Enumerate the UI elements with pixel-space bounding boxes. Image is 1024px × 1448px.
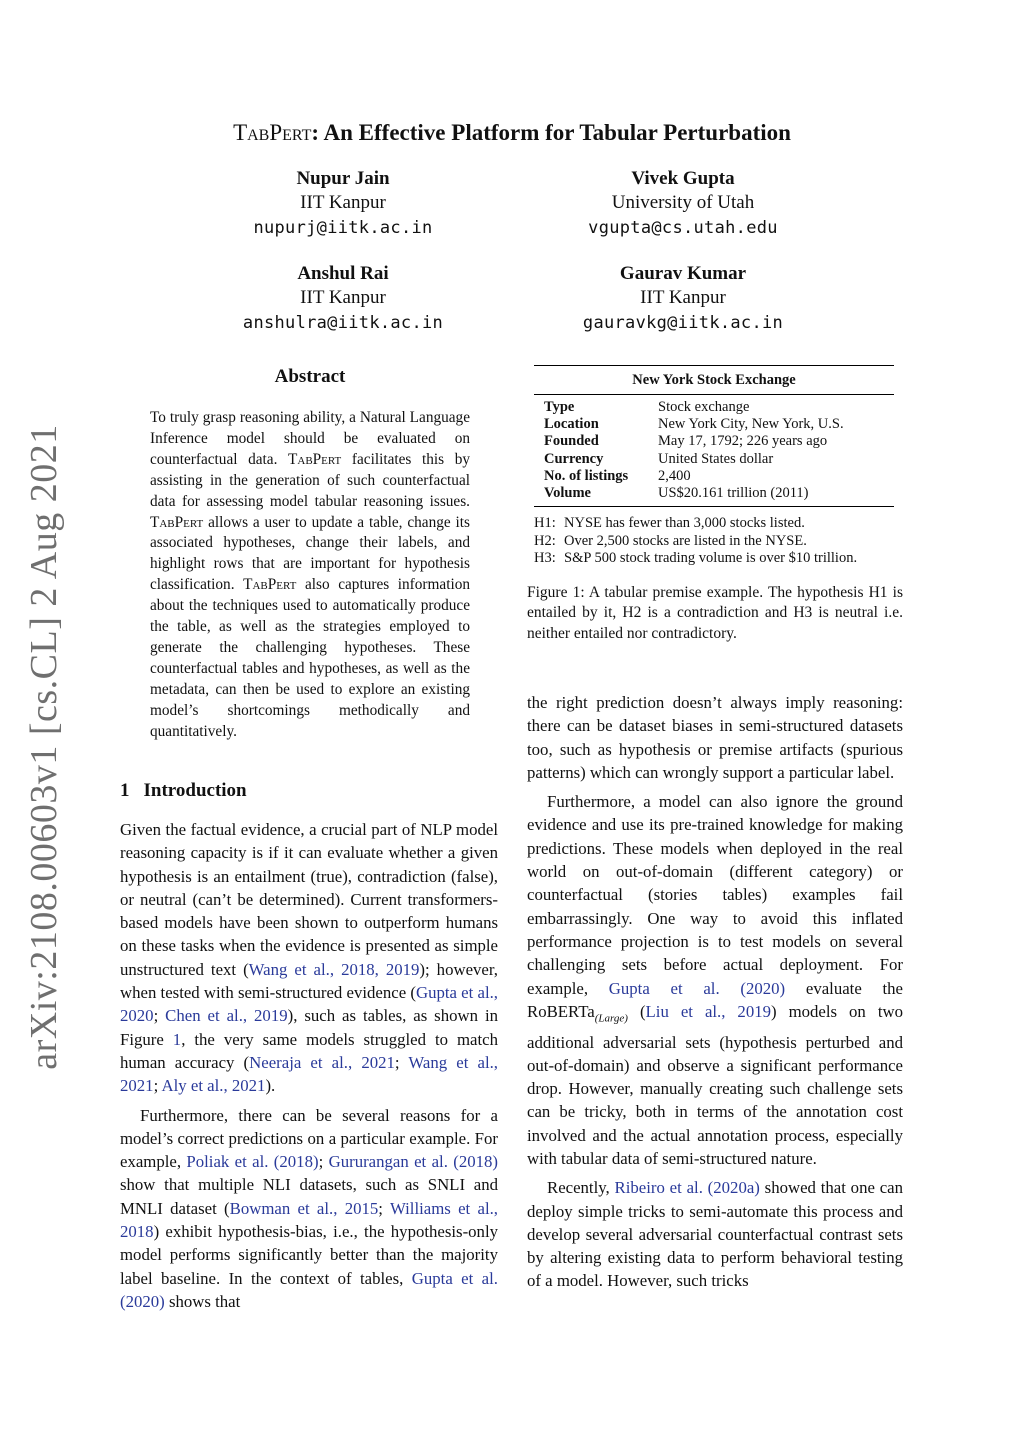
paper-title — [0, 120, 1024, 146]
author-email: gauravkg@iitk.ac.in — [582, 313, 784, 333]
paragraph-text: ) exhibit hypothesis-bias, i.e., the hypothesis-only model performs significantly better than the majority label baseline. In the context of tables, — [120, 1222, 498, 1288]
model-size-subscript: (Large) — [594, 1012, 628, 1025]
table-row — [534, 451, 894, 468]
paragraph-text: , the very same models struggled to match human accuracy ( — [120, 1029, 498, 1072]
hypothesis-text: Over 2,500 stocks are listed in the NYSE. — [564, 532, 807, 549]
hypothesis-text: S&P 500 stock trading volume is over $10 trillion. — [564, 550, 858, 566]
table-row — [534, 416, 894, 433]
paragraph-text: ); however, when tested with semi-structured evidence ( — [120, 959, 498, 1003]
table-key: Currency — [544, 450, 604, 467]
table-row — [534, 468, 894, 485]
intro-paragraph-1 — [120, 818, 498, 1098]
citation-link[interactable]: Gupta et al. (2020) — [120, 1268, 498, 1311]
citation-link[interactable]: Gupta et al. (2020) — [608, 978, 786, 998]
right-paragraph-1: the right prediction doesn’t always imply reasoning: there can be dataset biases in semi-structured datasets too, such as hypothesis or premise artifacts (spurious patterns) which can wrongly support a particular label. — [527, 693, 903, 782]
abstract-text: facilitates this by assisting in the generation of such counterfactual data for assessing model tabular reasoning issues. — [150, 450, 470, 510]
intro-paragraph-2 — [120, 1104, 498, 1314]
citation-link[interactable]: Liu et al., 2019 — [645, 1001, 771, 1021]
figure-caption: Figure 1: A tabular premise example. The hypothesis H1 is entailed by it, H2 is a contradiction and H3 is neutral i.e. neither entailed nor contradictory. — [527, 584, 903, 642]
table-value: 2,400 — [658, 467, 691, 484]
citation-link[interactable]: Ribeiro et al. (2020a) — [614, 1178, 760, 1198]
citation-link[interactable]: Wang et al., 2021 — [120, 1052, 498, 1096]
introduction-heading — [120, 780, 247, 802]
paragraph-text: ; — [153, 1006, 166, 1026]
table-value: New York City, New York, U.S. — [658, 416, 844, 433]
paragraph-text: ), such as tables, as shown in Figure — [120, 1006, 498, 1049]
table-title: New York Stock Exchange — [632, 372, 796, 388]
right-column-body — [527, 691, 903, 1293]
table-value: US$20.161 trillion (2011) — [658, 485, 809, 502]
section-title: Introduction — [143, 780, 247, 801]
citation-link[interactable]: Wang et al., 2018, 2019 — [248, 959, 420, 979]
table-key: Founded — [544, 433, 599, 450]
author-block-1 — [178, 166, 508, 241]
citation-link[interactable]: Neeraja et al., 2021 — [249, 1052, 395, 1072]
abstract-heading: Abstract — [274, 366, 346, 387]
author-block-3 — [178, 261, 508, 336]
paragraph-text: Furthermore, there can be several reasons for a model’s correct predictions on a particular example. For example, — [120, 1105, 498, 1172]
author-affiliation: IIT Kanpur — [300, 192, 386, 213]
hypothesis-text: NYSE has fewer than 3,000 stocks listed. — [564, 515, 805, 531]
abstract-system-name: TabPert — [150, 513, 204, 531]
citation-link[interactable]: Gururangan et al. (2018) — [328, 1152, 498, 1172]
hypothesis-label: H2: — [534, 532, 556, 549]
author-name: Vivek Gupta — [631, 168, 735, 189]
hypothesis-list — [534, 515, 904, 568]
table-key: Type — [544, 399, 575, 415]
author-affiliation: University of Utah — [611, 192, 755, 213]
hypothesis-label: H3: — [534, 550, 556, 566]
citation-link[interactable]: Gupta et al., 2020 — [120, 983, 499, 1026]
table-value: Stock exchange — [658, 399, 750, 415]
title-rest: : An Effective Platform for Tabular Perturbation — [311, 120, 791, 145]
premise-table — [534, 365, 894, 507]
paragraph-text: ). — [265, 1076, 276, 1096]
paragraph-text: ; — [153, 1076, 162, 1096]
author-block-2 — [518, 166, 848, 241]
abstract-text: allows a user to update a table, change its associated hypotheses, change their labels, and highlight rows that are important for hypothesis classification. — [150, 513, 470, 594]
table-key: Location — [544, 416, 599, 433]
author-affiliation: IIT Kanpur — [300, 287, 386, 308]
paragraph-text: evaluate the RoBERTa — [527, 978, 903, 1021]
arxiv-sidebar-stamp: arXiv:2108.00603v1 [cs.CL] 2 Aug 2021 — [23, 424, 65, 1070]
author-affiliation: IIT Kanpur — [640, 287, 726, 308]
citation-link[interactable]: Poliak et al. (2018) — [186, 1152, 319, 1172]
abstract-system-name: TabPert — [288, 450, 342, 468]
table-bottom-rule — [534, 506, 894, 507]
table-row — [534, 485, 894, 502]
paragraph-text: Recently, — [547, 1178, 615, 1198]
left-column-body — [120, 818, 498, 1313]
paragraph-text: show that multiple NLI datasets, such as SNLI and MNLI dataset ( — [120, 1175, 498, 1218]
hypothesis-label: H1: — [534, 515, 556, 531]
abstract-text: also captures information about the techniques used to automatically produce the table, as well as the strategies employed to generate the challenging hypotheses. These counterfactual tables and hypotheses, as well as the metadata, can then be used to explore an existing model’s shortcomings methodically and quantitatively. — [150, 576, 471, 740]
paragraph-text: Furthermore, a model can also ignore the ground evidence and use its pre-trained knowledge for making predictions. These models when deployed in the real world on out-of-domain (different category) or counterfactual (stories tables) examples fail embarrassingly. One way to avoid this inflated performance projection is to test models on several challenging sets before actual deployment. For example, — [527, 792, 903, 998]
table-mid-rule — [534, 394, 894, 395]
abstract-text: To truly grasp reasoning ability, a Natural Language Inference model should be evaluated on counterfactual data. — [150, 409, 470, 468]
section-number: 1 — [120, 780, 130, 801]
author-name: Nupur Jain — [296, 168, 390, 189]
table-key: No. of listings — [544, 467, 629, 484]
paragraph-text: ) models on two additional adversarial sets (hypothesis perturbed and out-of-domain) and observe a significant performance drop. However, manually creating such challenge sets can be tricky, both in terms of the annotation cost involved and the actual annotation process, especially with tabular data of semi-structured nature. — [527, 1001, 903, 1168]
paragraph-text: showed that one can deploy simple tricks to semi-automate this process and develop several adversarial counterfactual contrast sets by altering existing data to perform behavioral testing of a model. However, such tricks — [527, 1178, 903, 1291]
paragraph-text: ( — [627, 1001, 646, 1021]
paragraph-text: ; — [394, 1052, 409, 1072]
table-key: Volume — [544, 485, 591, 502]
paragraph-text: shows that — [164, 1291, 241, 1311]
paragraph-text: Given the factual evidence, a crucial part of NLP model reasoning capacity is if it can evaluate whether a given hypothesis is an entailment (true), contradiction (false), or neutral (can’t be determined). Current transformers-based models have been shown to outperform humans on these tasks when the evidence is presented as simple unstructured text ( — [120, 820, 498, 979]
author-block-4 — [518, 261, 848, 336]
author-email: anshulra@iitk.ac.in — [242, 313, 444, 333]
table-row — [534, 399, 894, 416]
right-paragraph-2 — [527, 790, 903, 1170]
citation-link[interactable]: Williams et al., 2018 — [120, 1198, 498, 1242]
author-email: vgupta@cs.utah.edu — [588, 218, 778, 238]
citation-link[interactable]: Aly et al., 2021 — [161, 1076, 266, 1096]
table-value: May 17, 1792; 226 years ago — [658, 433, 828, 450]
author-email: nupurj@iitk.ac.in — [253, 218, 433, 238]
paragraph-text: ; — [378, 1198, 390, 1218]
abstract-body — [150, 408, 470, 743]
abstract-system-name: TabPert — [243, 576, 297, 594]
figure-link[interactable]: 1 — [172, 1029, 182, 1049]
title-system-name: TabPert — [233, 120, 312, 145]
citation-link[interactable]: Chen et al., 2019 — [165, 1006, 288, 1026]
table-row — [534, 433, 894, 450]
right-paragraph-3 — [527, 1176, 903, 1292]
paragraph-text: ; — [318, 1152, 329, 1172]
author-name: Anshul Rai — [297, 263, 389, 284]
table-value: United States dollar — [658, 450, 774, 467]
hypothesis-item — [534, 515, 904, 533]
citation-link[interactable]: Bowman et al., 2015 — [229, 1198, 379, 1218]
hypothesis-item — [534, 533, 904, 551]
author-name: Gaurav Kumar — [619, 263, 747, 284]
hypothesis-item — [534, 550, 904, 568]
